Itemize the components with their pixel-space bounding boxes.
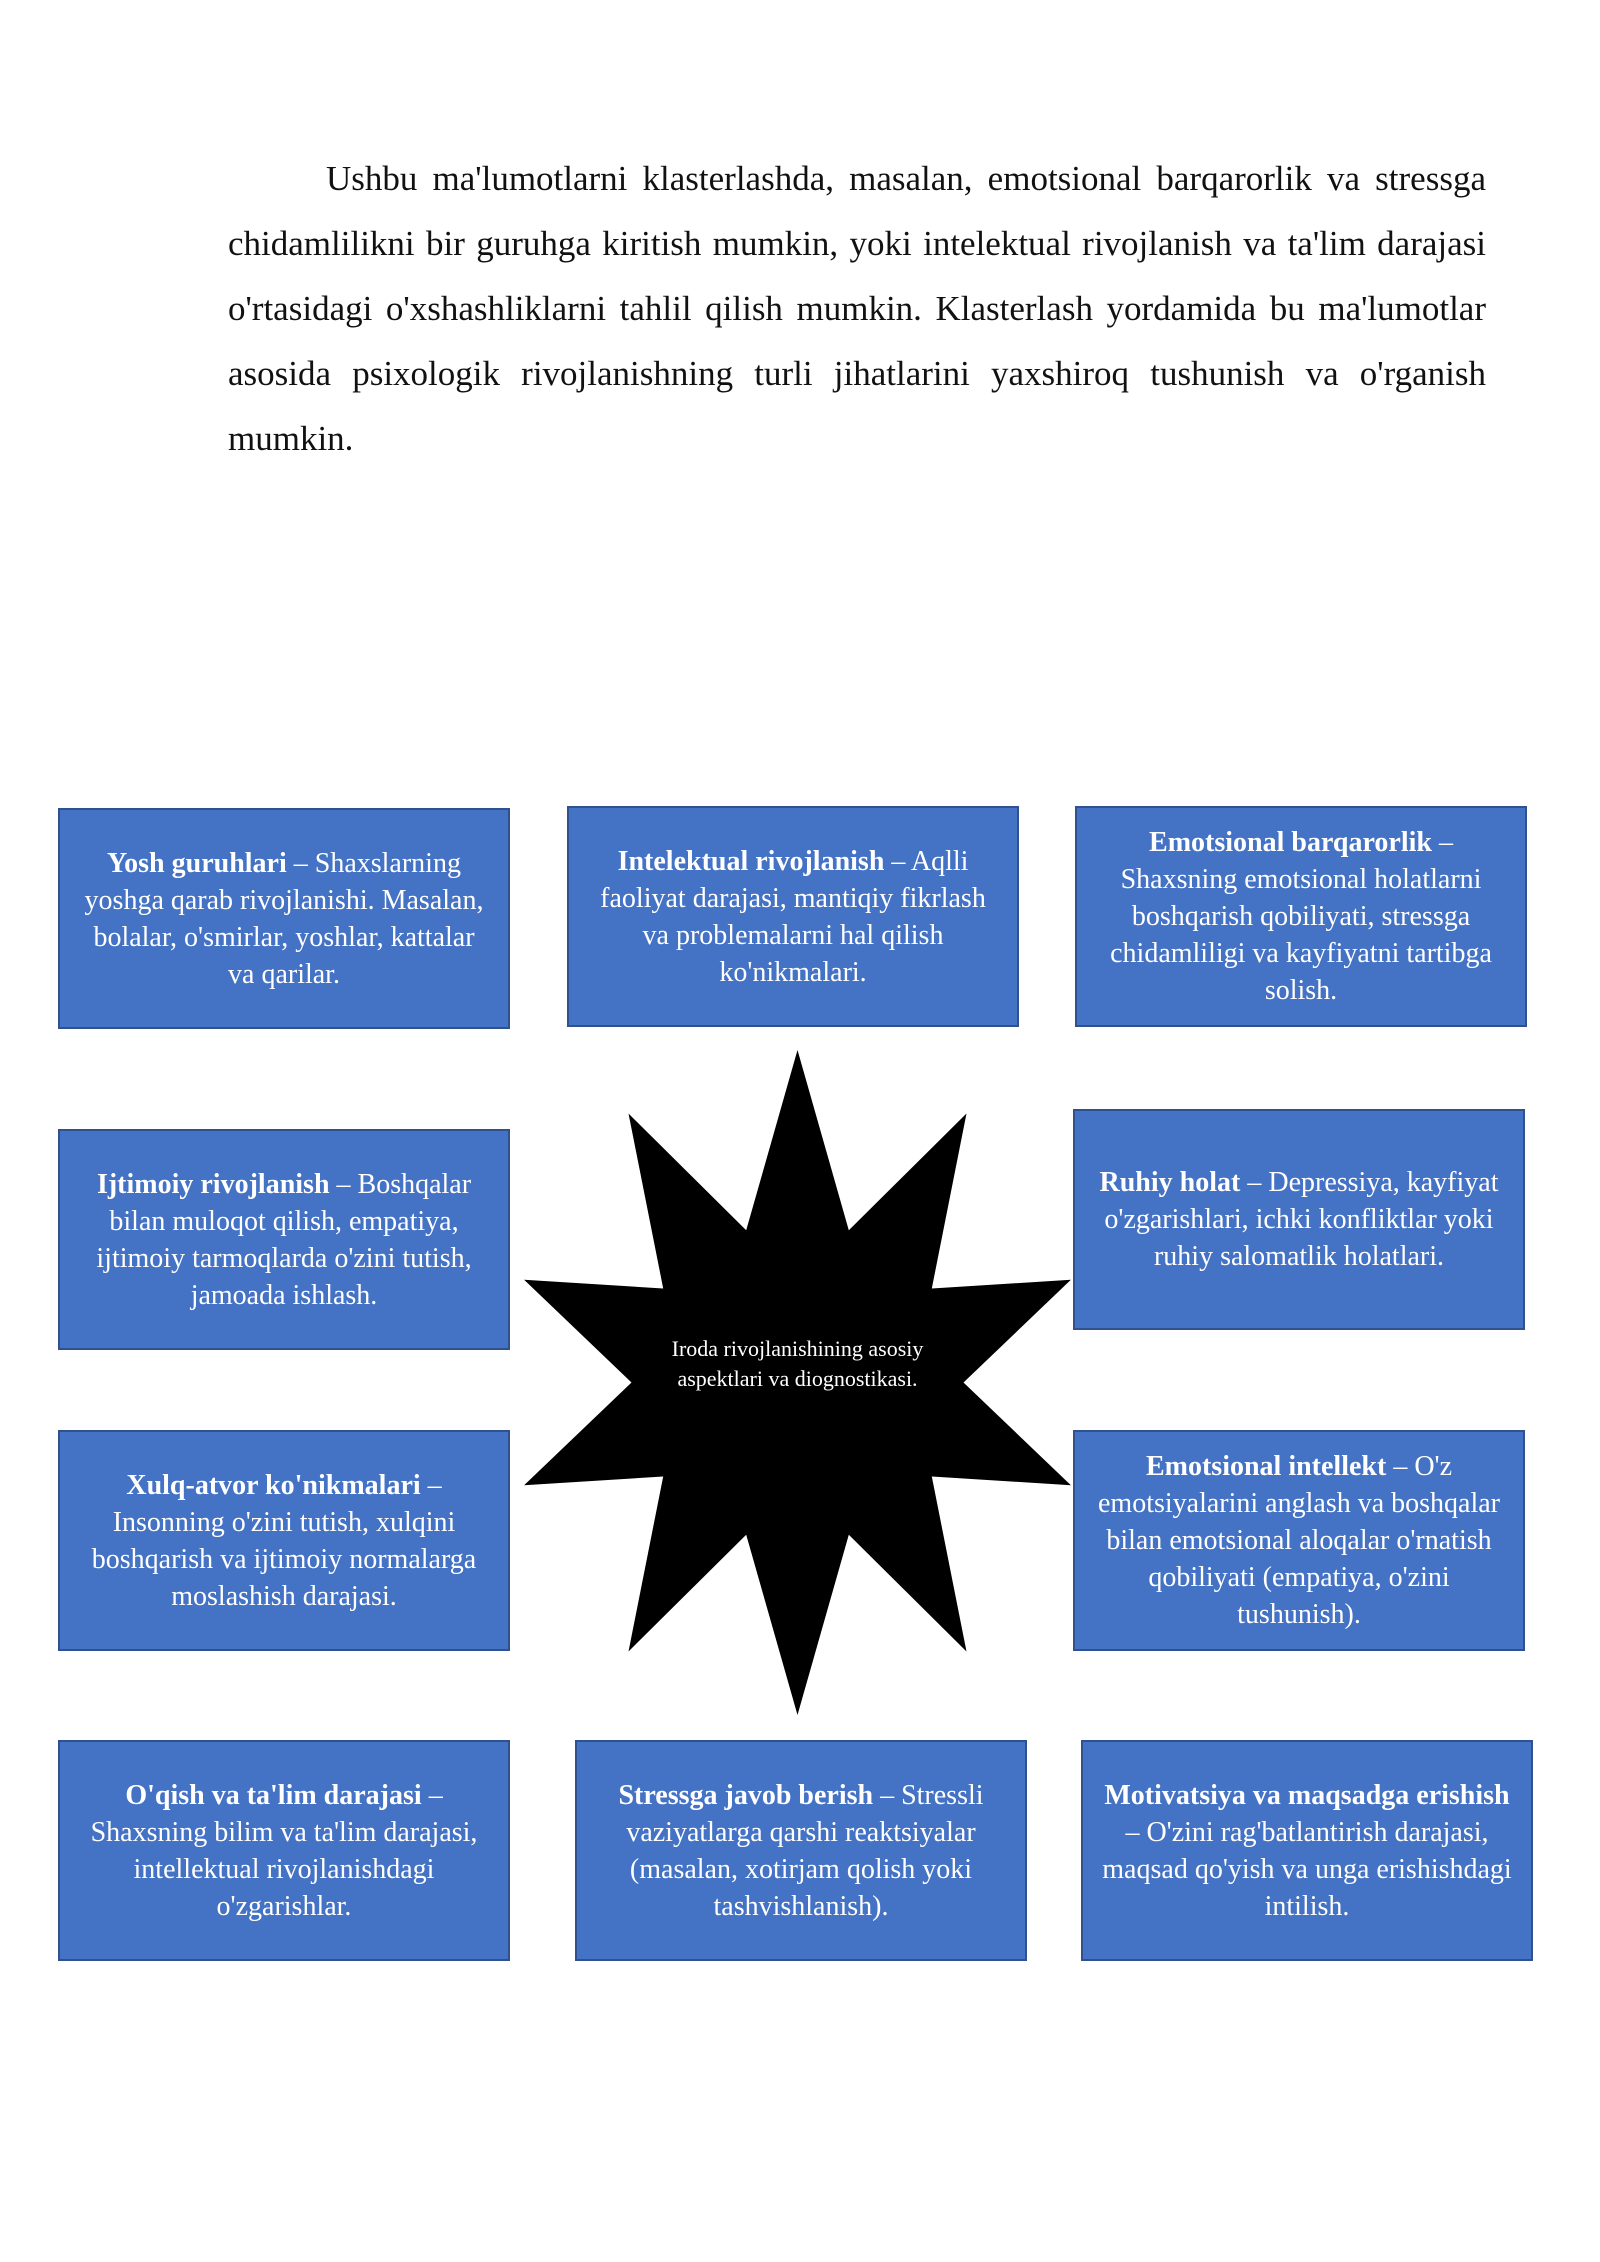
box-text: – O'zini rag'batlantirish darajasi, maqsad qo'yish va unga erishishdagi intilish. [1102,1816,1512,1922]
box-title: Ijtimoiy rivojlanish [96,1168,330,1200]
box-text: – Shaxsning emotsional holatlarni boshqarish qobiliyati, stressga chidamliligi va kayfiyatni tartibga solish. [1110,827,1492,1006]
box-emotsional-intellekt [1073,1430,1525,1651]
box-ruhiy-holat [1073,1109,1525,1330]
box-text: – Shaxsning bilim va ta'lim darajasi, intellektual rivojlanishdagi o'zgarishlar. [90,1779,478,1922]
box-title: Yosh guruhlari [107,847,287,879]
center-star-label: Iroda rivojlanishining asosiy aspektlari va diognostikasi. [671,1336,924,1391]
box-ijtimoiy-rivojlanish [58,1129,510,1350]
box-emotsional-barqarorlik [1075,806,1527,1027]
box-title: Xulq-atvor ko'nikmalari [126,1469,421,1501]
box-oqish-va-talim [58,1740,510,1961]
box-text: – Shaxslarning yoshga qarab rivojlanishi. Masalan, bolalar, o'smirlar, yoshlar, kattalar va qarilar. [84,847,484,990]
box-motivatsiya [1081,1740,1533,1961]
box-title: Motivatsiya va maqsadga erishish [1104,1779,1510,1811]
box-stressga-javob [575,1740,1027,1961]
box-title: Intelektual rivojlanish [617,845,885,877]
box-title: Stressga javob berish [618,1779,874,1811]
box-title: O'qish va ta'lim darajasi [125,1779,422,1811]
box-text: – O'z emotsiyalarini anglash va boshqalar bilan emotsional aloqalar o'rnatish qobiliyati (empatiya, o'zini tushunish). [1098,1451,1500,1630]
box-text: – Insonning o'zini tutish, xulqini boshqarish va ijtimoiy normalarga moslashish darajasi. [91,1469,477,1612]
box-intelektual-rivojlanish [567,806,1019,1027]
box-text: – Stressli vaziyatlarga qarshi reaktsiyalar (masalan, xotirjam qolish yoki tashvishlanish). [626,1779,984,1922]
box-text: – Boshqalar bilan muloqot qilish, empatiya, ijtimoiy tarmoqlarda o'zini tutish, jamoada ishlash. [96,1168,472,1311]
box-xulq-atvor [58,1430,510,1651]
center-star [510,1050,1085,1715]
body-paragraph: Ushbu ma'lumotlarni klasterlashda, masalan, emotsional barqarorlik va stressga chidamlilikni bir guruhga kiritish mumkin, yoki intelektual rivojlanish va ta'lim darajasi o'rtasidagi o'xshashliklarni tahlil qilish mumkin. Klasterlash yordamida bu ma'lumotlar asosida psixologik rivojlanishning turli jihatlarini yaxshiroq tushunish va o'rganish mumkin. [228,159,1486,458]
box-text: – Depressiya, kayfiyat o'zgarishlari, ichki konfliktlar yoki ruhiy salomatlik holatlari. [1104,1167,1499,1272]
box-text: – Aqlli faoliyat darajasi, mantiqiy fikrlash va problemalarni hal qilish ko'nikmalari. [600,845,986,988]
box-title: Ruhiy holat [1099,1167,1241,1198]
box-title: Emotsional intellekt [1145,1451,1387,1482]
box-yosh-guruhlari [58,808,510,1029]
box-title: Emotsional barqarorlik [1149,827,1432,858]
